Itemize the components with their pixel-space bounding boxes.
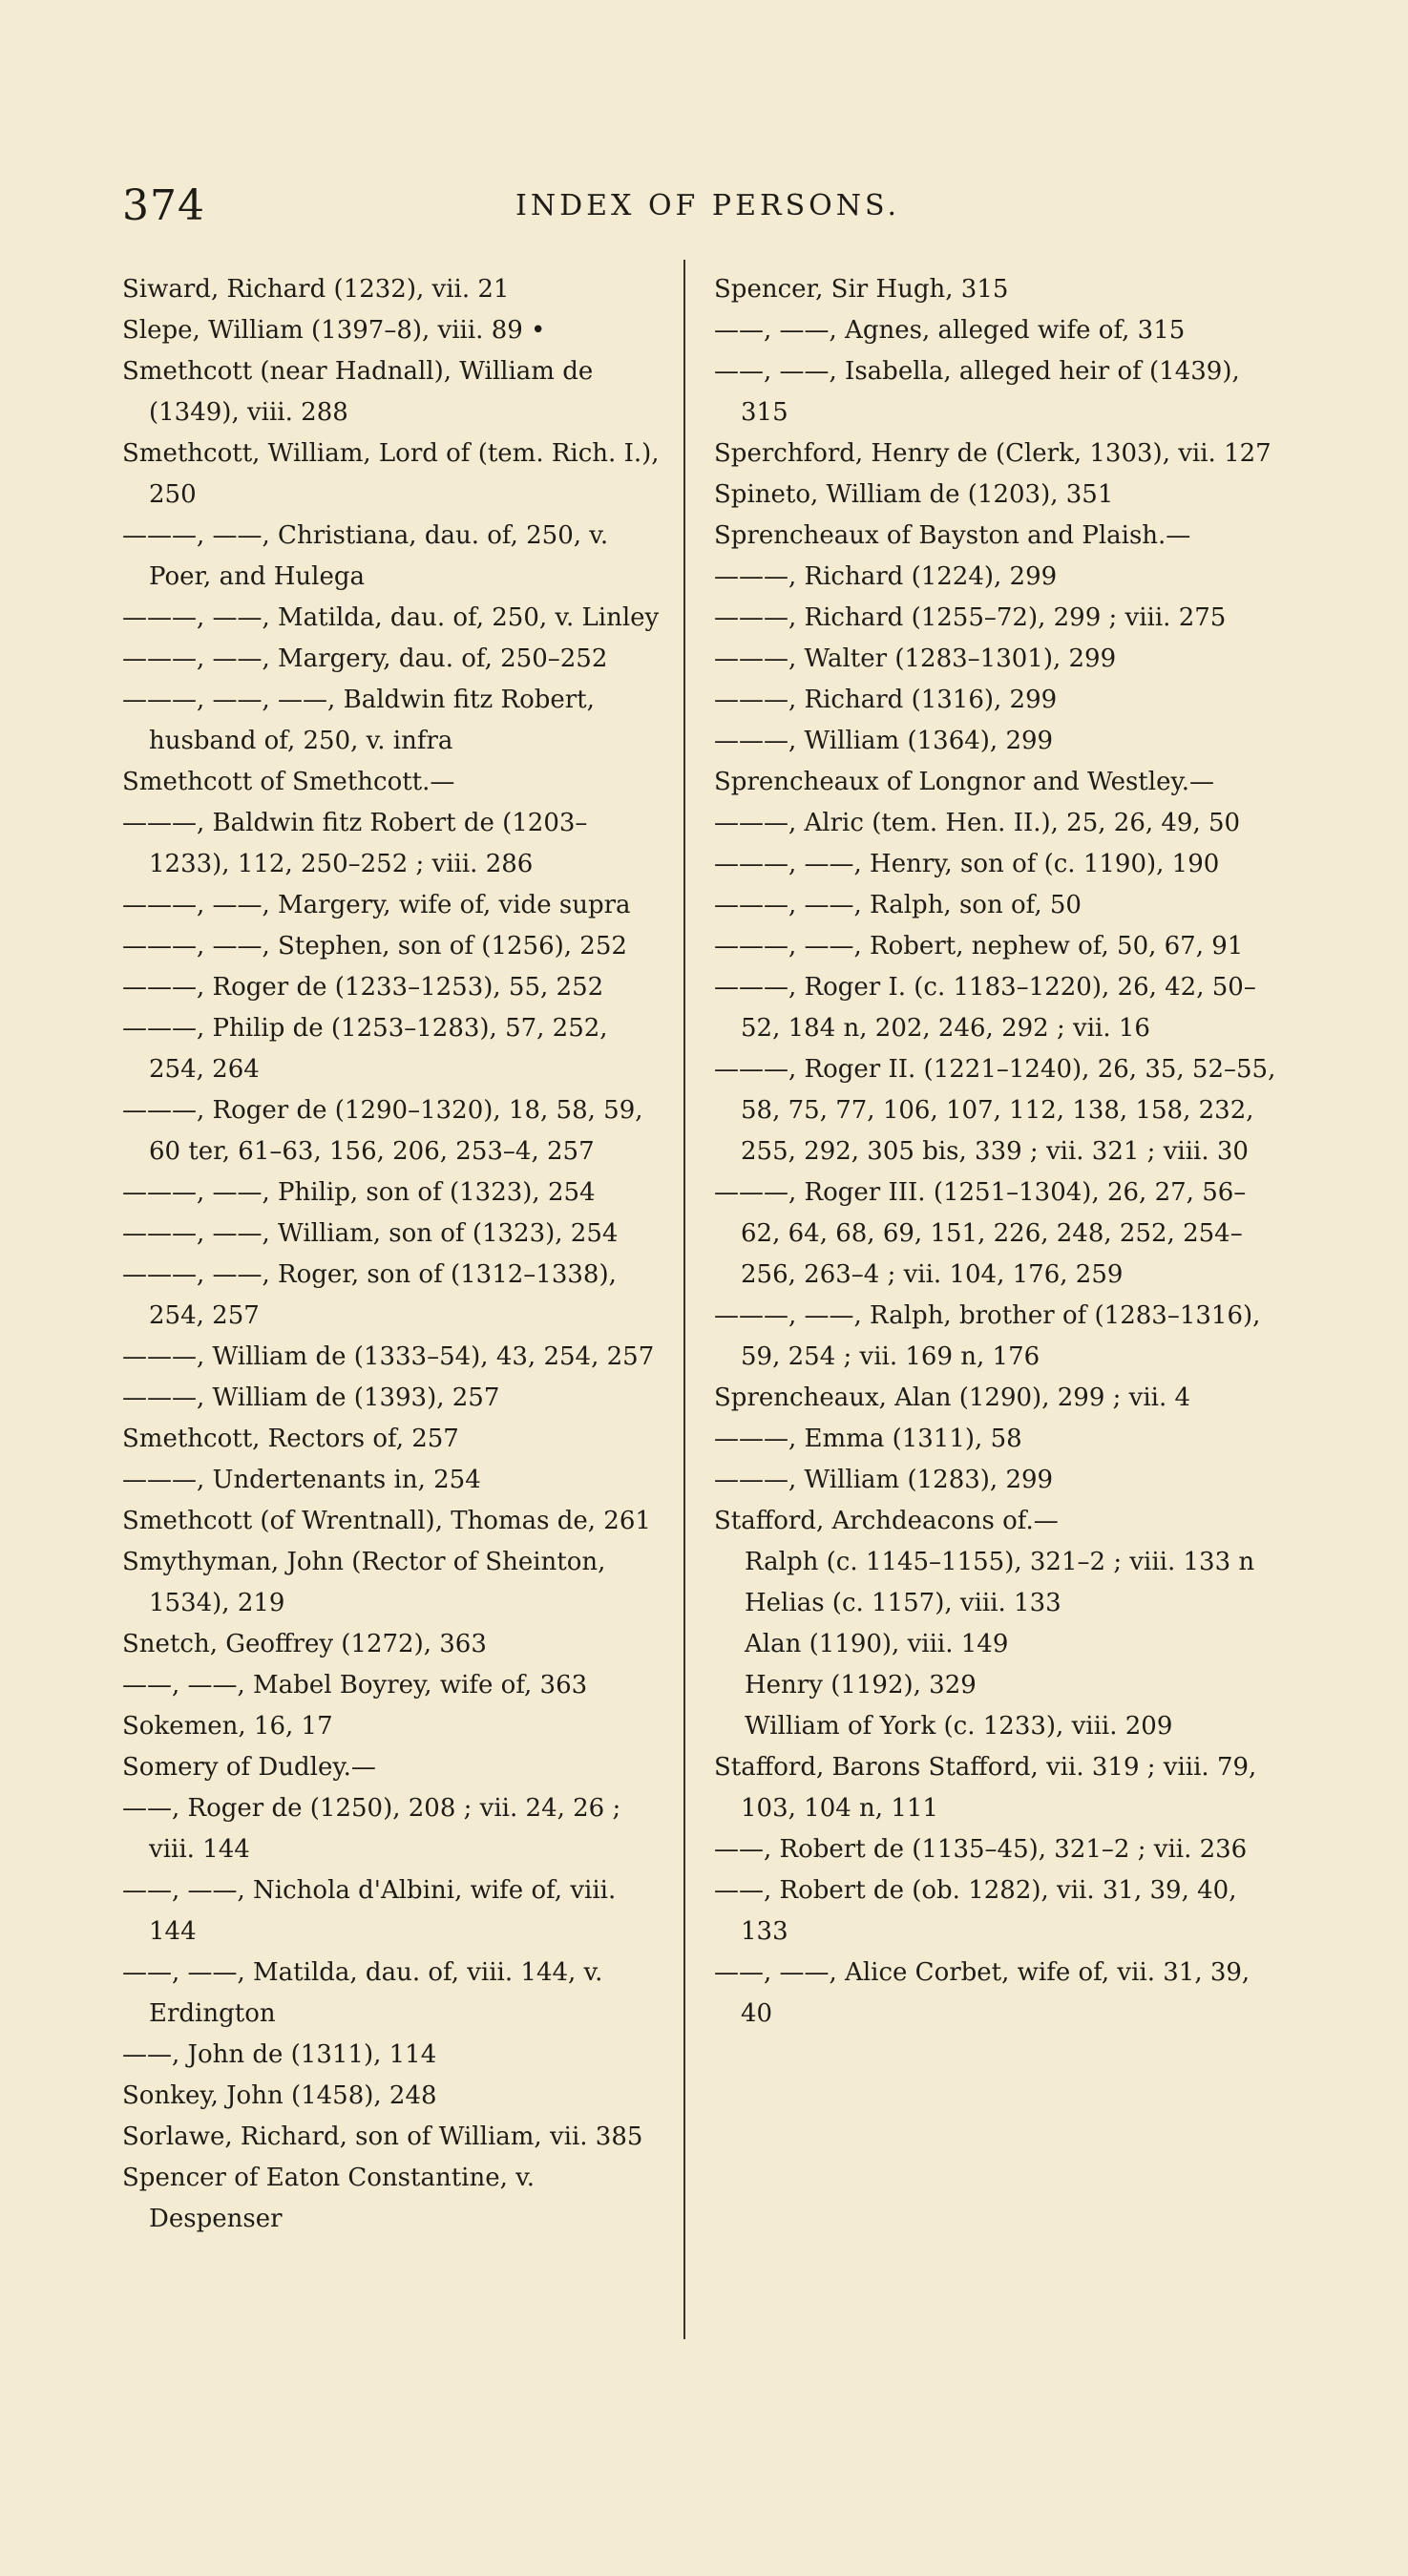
index-entry: ———, ——, Margery, dau. of, 250–252 xyxy=(122,644,608,673)
index-entry: Smethcott, William, Lord of (tem. Rich. I.), 250 xyxy=(122,439,660,509)
index-entry: ——, ——, Nichola d'Albini, wife of, viii. 144 xyxy=(122,1876,617,1946)
index-entry: ———, ——, ——, Baldwin fitz Robert, husband of, 250, v. infra xyxy=(122,686,595,755)
index-entry: Sokemen, 16, 17 xyxy=(122,1712,333,1741)
index-entry: ———, Baldwin fitz Robert de (1203–1233), 112, 250–252 ; viii. 286 xyxy=(122,809,588,878)
index-entry: ———, Roger de (1233–1253), 55, 252 xyxy=(122,973,604,1002)
index-entry: Spineto, William de (1203), 351 xyxy=(714,480,1114,509)
index-entry: ———, ——, Matilda, dau. of, 250, v. Linley xyxy=(122,603,660,632)
index-entry: ——, ——, Agnes, alleged wife of, 315 xyxy=(714,316,1186,345)
index-entry: Sperchford, Henry de (Clerk, 1303), vii. 127 xyxy=(714,439,1271,468)
index-entry: ———, William de (1393), 257 xyxy=(122,1383,500,1412)
index-entry: ———, Emma (1311), 58 xyxy=(714,1425,1022,1453)
index-entry: ———, Undertenants in, 254 xyxy=(122,1466,481,1494)
index-entry: ———, ——, Ralph, brother of (1283–1316), 59, 254 ; vii. 169 n, 176 xyxy=(714,1301,1261,1371)
index-entry: ———, Roger I. (c. 1183–1220), 26, 42, 50–52, 184 n, 202, 246, 292 ; vii. 16 xyxy=(714,973,1256,1043)
index-entry: ———, ——, Ralph, son of, 50 xyxy=(714,891,1082,919)
index-entry: Snetch, Geoffrey (1272), 363 xyxy=(122,1630,487,1658)
index-subentry: Helias (c. 1157), viii. 133 xyxy=(745,1589,1061,1617)
column-divider xyxy=(683,260,685,2339)
running-head: INDEX OF PERSONS. xyxy=(515,189,900,222)
index-entry: ——, ——, Isabella, alleged heir of (1439), 315 xyxy=(714,357,1240,427)
index-entry: Smethcott of Smethcott.— xyxy=(122,768,455,796)
index-entry: ———, Richard (1316), 299 xyxy=(714,686,1058,714)
index-entry: ———, Richard (1255–72), 299 ; viii. 275 xyxy=(714,603,1227,632)
index-entry: ——, Robert de (1135–45), 321–2 ; vii. 236 xyxy=(714,1835,1248,1864)
index-entry: Smethcott, Rectors of, 257 xyxy=(122,1425,459,1453)
index-entry: ——, ——, Alice Corbet, wife of, vii. 31, 39, 40 xyxy=(714,1958,1250,2028)
index-entry: ———, ——, Roger, son of (1312–1338), 254, 257 xyxy=(122,1260,617,1330)
index-entry: ———, William de (1333–54), 43, 254, 257 xyxy=(122,1342,655,1371)
index-entry: Stafford, Barons Stafford, vii. 319 ; viii. 79, 103, 104 n, 111 xyxy=(714,1753,1257,1823)
index-subentry: Ralph (c. 1145–1155), 321–2 ; viii. 133 n xyxy=(745,1548,1255,1576)
index-column-left xyxy=(122,269,666,2240)
index-entry: ——, ——, Mabel Boyrey, wife of, 363 xyxy=(122,1671,588,1700)
index-entry: Smythyman, John (Rector of Sheinton, 1534), 219 xyxy=(122,1548,606,1617)
index-entry: ———, Walter (1283–1301), 299 xyxy=(714,644,1117,673)
index-column-right xyxy=(714,269,1277,2035)
index-entry: ———, Alric (tem. Hen. II.), 25, 26, 49, 50 xyxy=(714,809,1241,837)
index-entry: ———, ——, William, son of (1323), 254 xyxy=(122,1219,619,1248)
index-entry: Smethcott (of Wrentnall), Thomas de, 261 xyxy=(122,1507,651,1535)
index-entry: Siward, Richard (1232), vii. 21 xyxy=(122,275,510,304)
index-entry: ———, ——, Christiana, dau. of, 250, v. Poer, and Hulega xyxy=(122,521,609,591)
index-entry: ———, ——, Robert, nephew of, 50, 67, 91 xyxy=(714,932,1244,961)
index-entry: ———, Roger III. (1251–1304), 26, 27, 56–62, 64, 68, 69, 151, 226, 248, 252, 254–256, 263–4 ; vii. 104, 176, 259 xyxy=(714,1178,1247,1289)
index-entry: ———, Philip de (1253–1283), 57, 252, 254, 264 xyxy=(122,1014,608,1084)
index-entry: Sprencheaux of Longnor and Westley.— xyxy=(714,768,1214,796)
index-entry: Smethcott (near Hadnall), William de (1349), viii. 288 xyxy=(122,357,594,427)
index-entry: Sprencheaux, Alan (1290), 299 ; vii. 4 xyxy=(714,1383,1191,1412)
index-entry: ——, John de (1311), 114 xyxy=(122,2040,437,2069)
index-entry: Sorlawe, Richard, son of William, vii. 385 xyxy=(122,2122,643,2151)
index-subentry: William of York (c. 1233), viii. 209 xyxy=(745,1712,1173,1741)
index-entry: ———, ——, Henry, son of (c. 1190), 190 xyxy=(714,850,1220,878)
index-entry: ——, Robert de (ob. 1282), vii. 31, 39, 40, 133 xyxy=(714,1876,1237,1946)
index-entry: Sonkey, John (1458), 248 xyxy=(122,2081,437,2110)
index-entry: ———, William (1283), 299 xyxy=(714,1466,1054,1494)
index-entry: ———, Richard (1224), 299 xyxy=(714,562,1058,591)
index-entry: ——, ——, Matilda, dau. of, viii. 144, v. Erdington xyxy=(122,1958,603,2028)
index-subentry: Alan (1190), viii. 149 xyxy=(745,1630,1009,1658)
index-entry: Sprencheaux of Bayston and Plaish.— xyxy=(714,521,1191,550)
index-entry: ——, Roger de (1250), 208 ; vii. 24, 26 ; viii. 144 xyxy=(122,1794,621,1864)
index-subentry: Henry (1192), 329 xyxy=(745,1671,977,1700)
index-entry: Slepe, William (1397–8), viii. 89 • xyxy=(122,316,546,345)
index-entry: ———, William (1364), 299 xyxy=(714,727,1054,755)
index-entry: ———, ——, Stephen, son of (1256), 252 xyxy=(122,932,627,961)
index-entry: ———, Roger II. (1221–1240), 26, 35, 52–55, 58, 75, 77, 106, 107, 112, 138, 158, 232, 255, 292, 305 bis, 339 ; vii. 321 ; viii. 30 xyxy=(714,1055,1276,1166)
index-entry: Spencer, Sir Hugh, 315 xyxy=(714,275,1009,304)
index-entry: ———, ——, Margery, wife of, vide supra xyxy=(122,891,631,919)
index-entry: ———, Roger de (1290–1320), 18, 58, 59, 60 ter, 61–63, 156, 206, 253–4, 257 xyxy=(122,1096,643,1166)
index-entry: Somery of Dudley.— xyxy=(122,1753,376,1782)
page-number: 374 xyxy=(122,181,205,230)
index-entry: Spencer of Eaton Constantine, v. Despenser xyxy=(122,2164,535,2233)
index-entry: ———, ——, Philip, son of (1323), 254 xyxy=(122,1178,596,1207)
index-entry: Stafford, Archdeacons of.— xyxy=(714,1507,1059,1535)
